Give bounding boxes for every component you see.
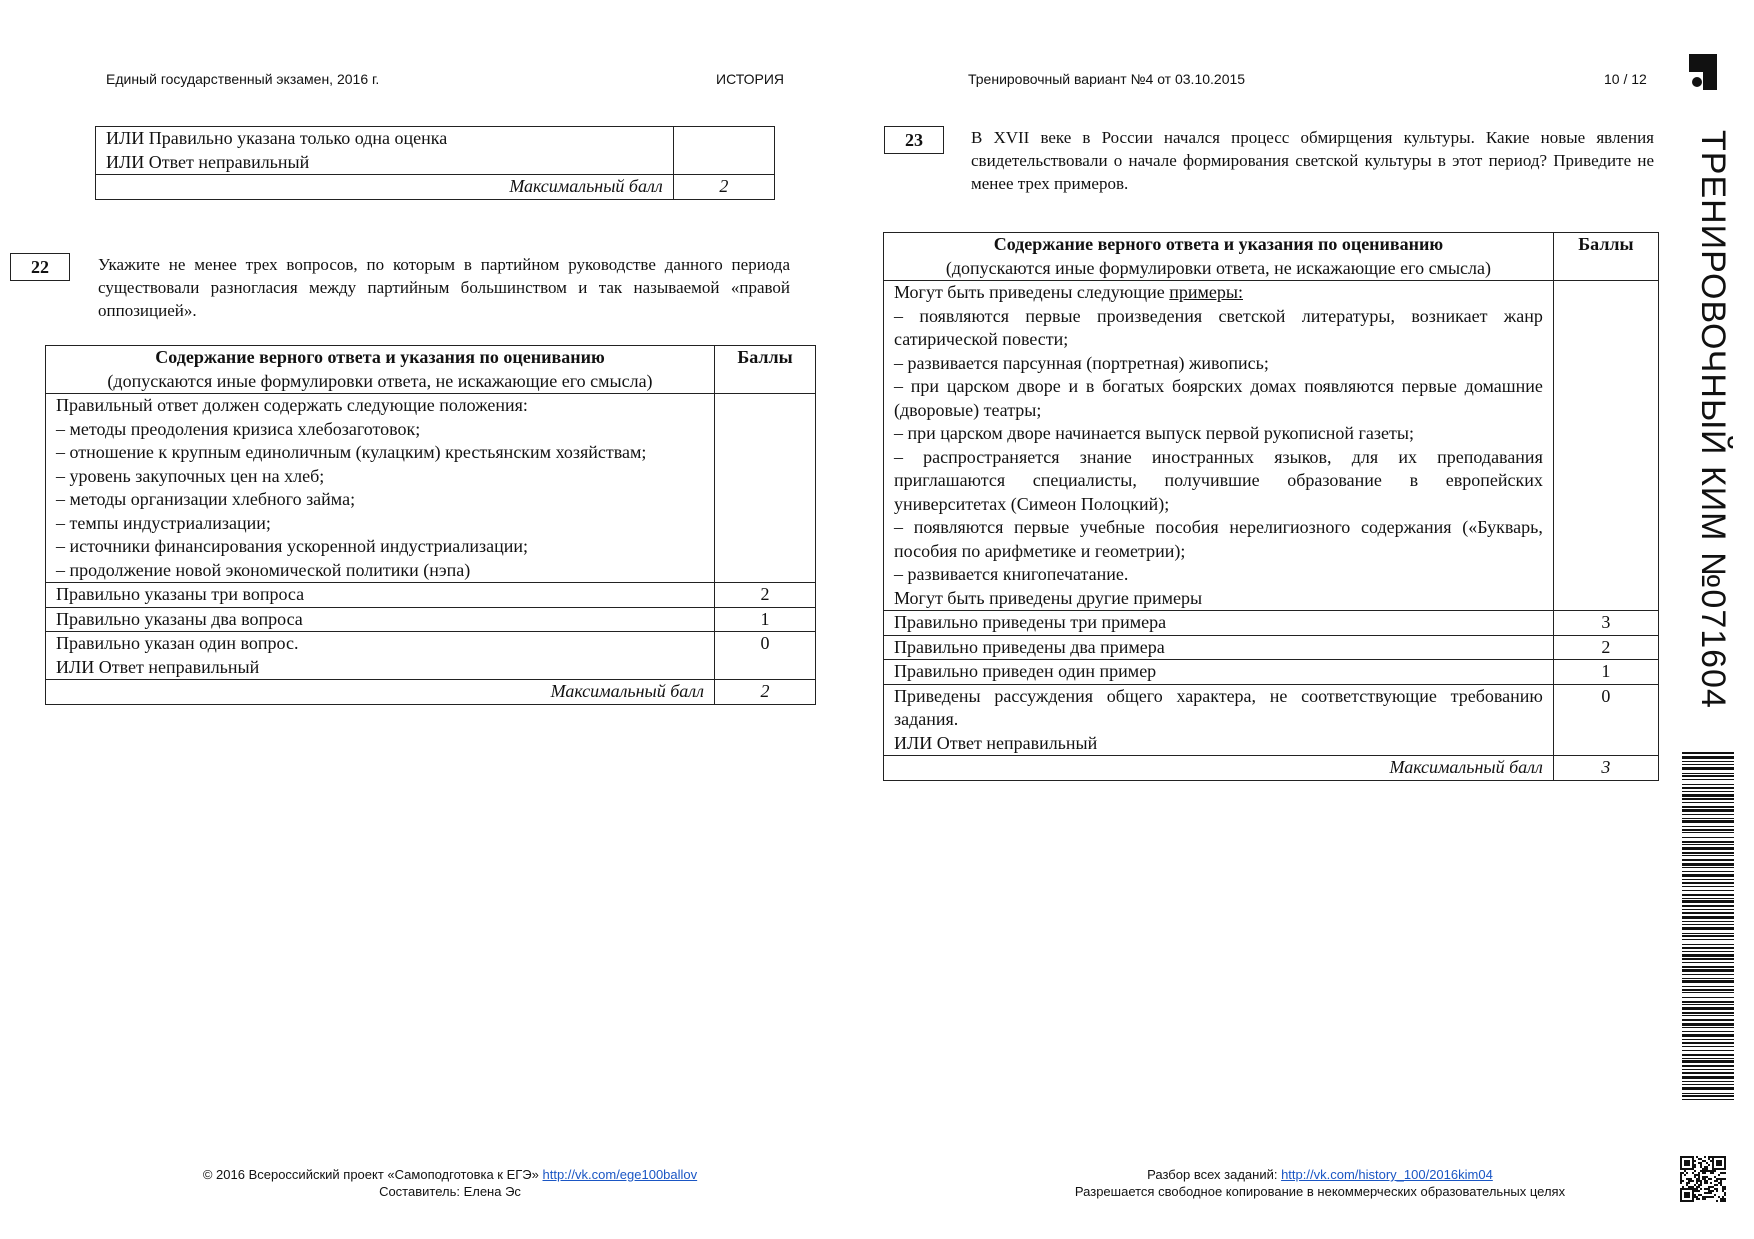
- q23-content-line: – появляются первые учебные пособия нерелигиозного содержания («Букварь, пособия по арифметике и геометрии);: [894, 517, 1543, 561]
- q23-max-label: Максимальный балл: [884, 756, 1554, 781]
- q22-content-line: – темпы индустриализации;: [56, 512, 271, 533]
- q23-criterion-score: 1: [1553, 660, 1658, 685]
- footer-author: Составитель: Елена Эс: [379, 1184, 521, 1199]
- q23-intro: Могут быть приведены следующие примеры:: [894, 282, 1243, 302]
- q22-content-line: – уровень закупочных цен на хлеб;: [56, 465, 325, 486]
- prev-max-label: Максимальный балл: [96, 175, 674, 200]
- q22-content-line: – методы организации хлебного займа;: [56, 489, 356, 509]
- q22-content-line: – отношение к крупным единоличным (кулацким) крестьянским хозяйствам;: [56, 442, 647, 462]
- header-exam-title: Единый государственный экзамен, 2016 г.: [106, 71, 380, 87]
- qr-code-icon: [1680, 1156, 1726, 1202]
- q22-content-score: [715, 394, 816, 583]
- q22-criterion-score: 2: [715, 583, 816, 608]
- q22-header-content: [46, 346, 715, 394]
- q22-max-label: Максимальный балл: [46, 680, 715, 705]
- q22-criterion: Правильно указаны два вопроса: [46, 607, 715, 632]
- footer-right: [1010, 1166, 1630, 1200]
- q23-content-line: – при царском дворе начинается выпуск первой рукописной газеты;: [894, 423, 1414, 443]
- q23-criterion-score: 2: [1553, 635, 1658, 660]
- prev-max-value: 2: [673, 175, 774, 200]
- q23-content-line: – развивается книгопечатание.: [894, 564, 1129, 584]
- footer-left: [150, 1166, 750, 1200]
- question-22-text: Укажите не менее трех вопросов, по которым в партийном руководстве данного периода существовали разногласия между партийным большинством и так называемой «правой оппозицией».: [98, 255, 790, 320]
- q22-answer-table: [45, 345, 816, 705]
- q23-content-line: – появляются первые произведения светской литературы, возникает жанр сатирической повести;: [894, 305, 1543, 349]
- footer-link-history[interactable]: http://vk.com/history_100/2016kim04: [1281, 1167, 1493, 1182]
- q22-criterion-score: 0: [715, 632, 816, 680]
- prev-score-cell: [673, 127, 774, 175]
- footer-copyright: © 2016 Всероссийский проект «Самоподготовка к ЕГЭ»: [202, 1167, 543, 1182]
- q23-content-line: – развивается парсунная (портретная) живопись;: [894, 352, 1269, 373]
- q22-max-value: 2: [715, 680, 816, 705]
- prev-criteria-line-2: ИЛИ Ответ неправильный: [106, 151, 310, 172]
- q23-content-line: – распространяется знание иностранных языков, для их преподавания приглашаются специалисты, получившие образование в европейских университетах (Симеон Полоцкий);: [894, 446, 1543, 514]
- q22-content-line: – методы преодоления кризиса хлебозаготовок;: [56, 418, 421, 439]
- q23-content-line: – при царском дворе и в богатых боярских домах появляются первые домашние (дворовые) театры;: [894, 376, 1543, 420]
- q22-criterion: Правильно указаны три вопроса: [46, 583, 715, 608]
- q23-criterion: Правильно приведены два примера: [884, 635, 1554, 660]
- q22-criterion: Правильно указан один вопрос. ИЛИ Ответ неправильный: [46, 632, 715, 680]
- prev-criteria-cell: [96, 127, 674, 175]
- q22-header-score: Баллы: [715, 346, 816, 394]
- footer-license: Разрешается свободное копирование в некоммерческих образовательных целях: [1074, 1184, 1566, 1199]
- q23-max-value: 3: [1553, 756, 1658, 781]
- q23-criterion-score: 0: [1553, 684, 1658, 756]
- barcode-icon: [1682, 752, 1734, 1102]
- header-subject: ИСТОРИЯ: [716, 71, 785, 87]
- q23-criterion-score: 3: [1553, 611, 1658, 636]
- question-22-number: 22: [10, 253, 70, 281]
- q23-answer-table: [883, 232, 1659, 781]
- side-title: [1686, 130, 1734, 710]
- side-title-text: ТРЕНИРОВОЧНЫЙ КИМ №071604: [1694, 130, 1732, 709]
- q23-header-score: Баллы: [1553, 233, 1658, 281]
- corner-marker-icon: [1689, 54, 1717, 90]
- q23-criterion: Правильно приведены три примера: [884, 611, 1554, 636]
- prev-criteria-table: [95, 126, 775, 200]
- q23-criterion: Правильно приведен один пример: [884, 660, 1554, 685]
- q22-content-line: Правильный ответ должен содержать следующие положения:: [56, 395, 528, 415]
- q22-header-title: Содержание верного ответа и указания по оцениванию: [155, 347, 605, 367]
- q22-content-line: – продолжение новой экономической политики (нэпа): [56, 559, 471, 580]
- footer-review-label: Разбор всех заданий:: [1147, 1167, 1282, 1182]
- q22-content-line: – источники финансирования ускоренной индустриализации;: [56, 536, 529, 556]
- header-page-number: 10 / 12: [1604, 71, 1647, 87]
- q23-criterion: Приведены рассуждения общего характера, не соответствующие требованию задания. ИЛИ Ответ неправильный: [884, 684, 1554, 756]
- question-23-number: 23: [884, 126, 944, 154]
- q23-content-line: Могут быть приведены другие примеры: [894, 587, 1203, 608]
- q22-criterion-score: 1: [715, 607, 816, 632]
- prev-criteria-line-1: ИЛИ Правильно указана только одна оценка: [106, 128, 448, 148]
- q23-header-title: Содержание верного ответа и указания по оцениванию: [993, 234, 1444, 254]
- question-23-text: В XVII веке в России начался процесс обмирщения культуры. Какие новые явления свидетельствовали о начале формирования светской культуры в этот период? Приведите не менее трех примеров.: [971, 128, 1654, 193]
- q22-header-note: (допускаются иные формулировки ответа, не искажающие его смысла): [107, 370, 653, 391]
- footer-link-ege100[interactable]: http://vk.com/ege100ballov: [542, 1167, 698, 1182]
- q22-content-cell: [46, 394, 715, 583]
- q23-header-note: (допускаются иные формулировки ответа, не искажающие его смысла): [945, 257, 1491, 278]
- header-variant: Тренировочный вариант №4 от 03.10.2015: [968, 71, 1246, 87]
- q23-content-cell: [884, 281, 1554, 611]
- q23-content-score: [1553, 281, 1658, 611]
- q23-header-content: [884, 233, 1554, 281]
